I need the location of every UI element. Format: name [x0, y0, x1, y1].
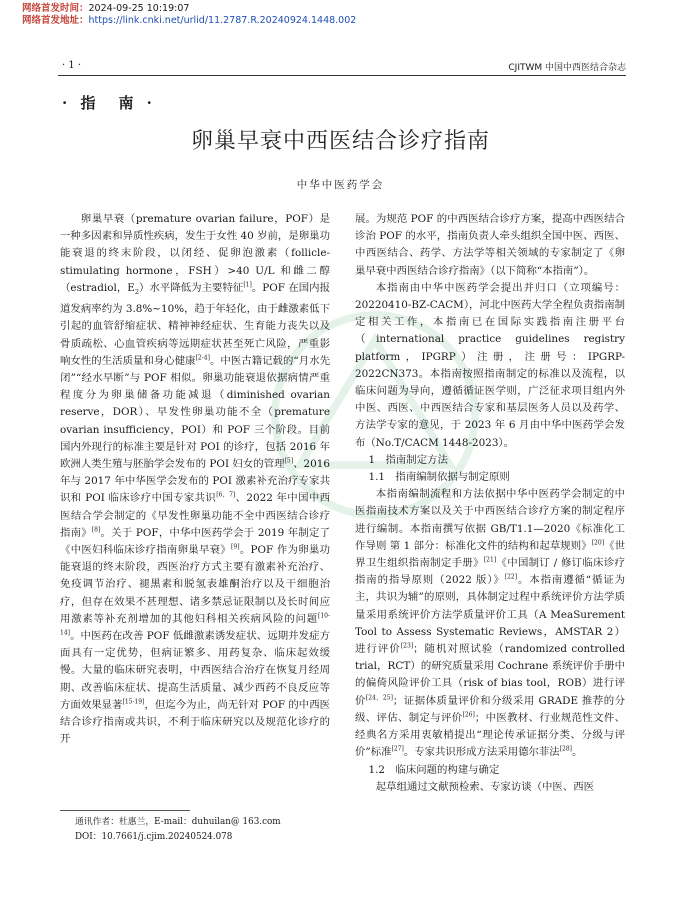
citation[interactable]: [20] [591, 539, 605, 547]
paragraph: 本指南由中华中医药学会提出并归口（立项编号：20220410-BZ-CACM），河北中医药大学全程负责指南制定相关工作，本指南已在国际实践指南注册平台（international practice guidelines registry platform，IPGRP）注册，注册号：IPGRP-2022CN373。本指南按照指南制定的标准以及流程，以临床问题为导向，遵循循证医学则，广泛征求项目组内外中医、西医、中西医结合专家和基层医务人员以及药学、方法学专家的意见，于 2023 年 6 月由中华中医药学会发布（No.T/CACM 1448-2023）。 [355, 281, 625, 449]
header-rule [58, 75, 626, 76]
journal-name: CJITWM 中国中西医结合杂志 [508, 63, 626, 73]
citation[interactable]: [23] [400, 642, 414, 650]
pub-addr-link[interactable]: https://link.cnki.net/urlid/11.2787.R.20240924.1448.002 [88, 15, 357, 26]
paragraph: 展。为规范 POF 的中西医结合诊疗方案，提高中西医结合诊治 POF 的水平，指南负责人牵头组织全国中医、西医、中西医结合、药学、方法学等相关领域的专家制定了《卵巢早衰中西医结合诊疗指南》（以下简称“本指南”）。 [355, 213, 625, 277]
citation[interactable]: [10-14] [60, 612, 330, 637]
footnote-author: 通讯作者：杜惠兰，E-mail：duhuilan@ 163.com [75, 817, 281, 827]
section-heading: 1 指南制定方法 [368, 453, 448, 466]
citation[interactable]: [5] [284, 457, 294, 465]
section-label: · 指 南 · [62, 94, 156, 112]
page-number: · 1 · [62, 60, 82, 71]
citation[interactable]: [27] [391, 745, 404, 753]
subsection-heading: 1.2 临床问题的构建与确定 [368, 763, 500, 776]
body-column-left [60, 211, 330, 748]
citation[interactable]: [1] [243, 281, 252, 289]
citation[interactable]: [21] [483, 556, 497, 564]
citation[interactable]: [8] [91, 526, 101, 534]
footnote-doi: DOI：10.7661/j.cjim.20240524.078 [75, 832, 233, 842]
pub-addr-line [22, 15, 356, 27]
pub-time-label: 网络首发时间： [22, 3, 89, 14]
citation[interactable]: [15-19] [122, 698, 145, 706]
author-org: 中华中医药学会 [296, 179, 385, 191]
paragraph: 卵巢早衰（premature ovarian failure，POF）是一种多因素和异质性疾病，发生于女性 40 岁前，是卵巢功能衰退的终末阶段，以闭经、促卵泡激素（follicle-stimulating hormone，FSH）>40 U/L 和雌二醇（estradiol，$E_2$）水平降低为主要特征[1]。POF 在国内报道发病率约为 3.8%~10%，趋于年轻化，由于雌激素低下引起的血管舒缩症状、精神神经症状、生育能力丧失以及骨质疏松、心血管疾病等远期症状甚至死亡风险，严重影响女性的生活质量和身心健康[2-4]。中医古籍记载的“月水先闭”“经水早断”与 POF 相似。卵巢功能衰退依据病情严重程度分为卵巢储备功能减退（diminished ovarian reserve，DOR）、早发性卵巢功能不全（premature ovarian insufficiency，POI）和 POF 三个阶段。目前国内外现行的标准主要是针对 POI 的诊疗，包括 2016 年欧洲人类生殖与胚胎学会发布的 POI 妇女的管理[5]、2016 年与 2017 年中华医学会发布的 POI 激素补充治疗专家共识和 POI 临床诊疗中国专家共识[6，7]、2022 年中国中西医结合学会制定的《早发性卵巢功能不全中西医结合诊疗指南》[8]。关于 POF，中华中医药学会于 2019 年制定了《中医妇科临床诊疗指南卵巢早衰》[9]。POF 作为卵巢功能衰退的终末阶段，西医治疗方式主要有激素补充治疗、免疫调节治疗、褪黑素和脱氢表雄酮治疗以及干细胞治疗，但存在效果不甚理想、诸多禁忌证限制以及长时间应用激素等补充剂增加的其他妇科相关疾病风险的问题[10-14]。中医药在改善 POF 低雌激素诱发症状、远期并发症方面具有一定优势，但病证繁多、用药复杂、临床起效缓慢。大量的临床研究表明，中西医结合治疗在恢复月经周期、改善临床症状、提高生活质量、减少西药不良反应等方面效果显著[15-19]，但迄今为止，尚无针对 POF 的中西医结合诊疗指南或共识，不利于临床研究以及规范化诊疗的开 [60, 213, 331, 746]
citation[interactable]: [9] [231, 543, 240, 551]
citation[interactable]: [28] [559, 745, 572, 753]
pub-time-line [22, 3, 189, 15]
footnote-rule [60, 810, 190, 811]
citation[interactable]: [22] [504, 573, 518, 581]
citation[interactable]: [24，25] [365, 694, 393, 702]
body-column-right [355, 211, 625, 796]
citation[interactable]: [26] [462, 711, 475, 719]
subsection-heading: 1.1 指南编制依据与制定原则 [368, 471, 510, 484]
pub-time: 2024-09-25 10:19:07 [88, 3, 190, 14]
paragraph: 起草组通过文献预检索、专家访谈（中医、西医 [375, 780, 594, 793]
page-title: 卵巢早衰中西医结合诊疗指南 [190, 129, 490, 154]
citation[interactable]: [6，7] [216, 491, 236, 499]
paragraph: 本指南编制流程和方法依据中华中医药学会制定的中医指南技术方案以及关于中西医结合诊疗方案的制定程序进行编制。本指南撰写依据 GB/T1.1—2020《标准化工作导则 第 1 部分：标准化文件的结构和起草规则》[20]《世界卫生组织指南制定手册》[21]《中国制订 / 修订临床诊疗指南的指导原则（2022 版）》[22]。本指南遵循“循证为主，共识为辅”的原则，具体制定过程中系统评价方法学质量采用系统评价方法学质量评价工具（A MeaSurement Tool to Assess Systematic Reviews，AMSTAR 2）进行评价[23]；随机对照试验（randomized controlled trial，RCT）的研究质量采用 Cochrane 系统评价手册中的偏倚风险评价工具（risk of bias tool，ROB）进行评价[24，25]；证据体质量评价和分级采用 GRADE 推荐的分级、评估、制定与评价[26]；中医教材、行业规范性文件、经典名方采用衷敏梢提出“理论传承证据分类、分级与评价”标准[27]。专家共识形成方法采用德尔菲法[28]。 [355, 488, 626, 759]
citation[interactable]: [2-4] [195, 354, 210, 362]
pub-addr-label: 网络首发地址： [22, 15, 89, 26]
